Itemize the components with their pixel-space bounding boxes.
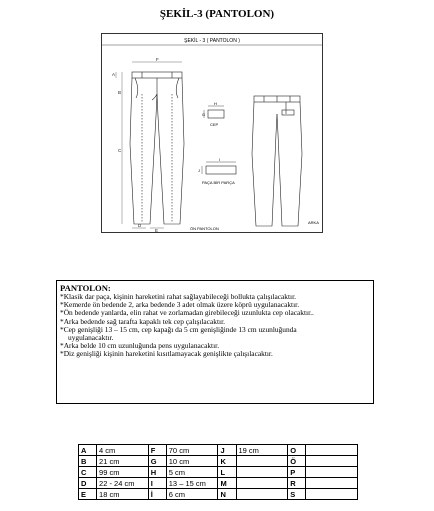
- label-a: A: [112, 72, 116, 77]
- table-cell: O: [288, 445, 306, 456]
- table-row: [79, 445, 358, 456]
- pocket-sketch: [204, 106, 224, 118]
- table-row: [79, 456, 358, 467]
- pocket-label: CEP: [210, 122, 219, 127]
- note-line: *Ön bedende yanlarda, elin rahat ve zorlamadan girebileceği uzunlukta cep olacaktır..: [60, 308, 314, 318]
- table-cell: 6 cm: [166, 489, 218, 500]
- label-c: C: [118, 148, 122, 153]
- table-cell: A: [79, 445, 97, 456]
- cuff-sketch: [202, 162, 236, 174]
- note-line: uygulanacaktır.: [68, 333, 114, 343]
- label-e: E: [155, 228, 159, 232]
- table-cell: K: [218, 456, 236, 467]
- measurement-table: [78, 444, 358, 500]
- table-cell: P: [288, 467, 306, 478]
- label-i: I: [219, 157, 221, 162]
- page-title: ŞEKİL-3 (PANTOLON): [159, 8, 275, 20]
- table-cell: 4 cm: [97, 445, 149, 456]
- note-line: *Diz genişliği kişinin hareketini kısıtlamayacak genişlikte çalışılacaktır.: [60, 349, 273, 359]
- note-line: *Kemerde ön bedende 2, arka bedende 3 adet olmak üzere köprü uygulanacaktır.: [60, 300, 300, 310]
- table-cell: S: [288, 489, 306, 500]
- note-line: *Arka bedende sağ tarafta kapaklı tek cep çalışılacaktır.: [60, 316, 225, 326]
- table-cell: F: [148, 445, 166, 456]
- table-cell: 22 - 24 cm: [97, 478, 149, 489]
- back-label: ARKA: [308, 220, 319, 225]
- table-row: [79, 489, 358, 500]
- table-cell: 13 – 15 cm: [166, 478, 218, 489]
- label-b: B: [118, 90, 122, 95]
- table-cell: G: [148, 456, 166, 467]
- table-row: [79, 478, 358, 489]
- table-cell: [306, 467, 358, 478]
- table-cell: M: [218, 478, 236, 489]
- label-d: D: [138, 223, 142, 228]
- table-cell: [236, 456, 288, 467]
- drawing-header: ŞEKİL - 3 ( PANTOLON ): [184, 38, 240, 44]
- table-cell: N: [218, 489, 236, 500]
- table-cell: L: [218, 467, 236, 478]
- table-cell: Ö: [288, 456, 306, 467]
- note-line: *Cep genişliği 13 – 15 cm, cep kapağı da 5 cm genişliğinde 13 cm uzunluğunda: [60, 324, 297, 334]
- table-cell: I: [148, 478, 166, 489]
- notes-heading: PANTOLON:: [60, 283, 111, 293]
- table-cell: [306, 445, 358, 456]
- cuff-label: PAÇA BİR PARÇA: [202, 180, 235, 185]
- table-cell: [306, 456, 358, 467]
- table-cell: H: [148, 467, 166, 478]
- back-trousers-sketch: [252, 96, 302, 226]
- table-cell: 10 cm: [166, 456, 218, 467]
- table-cell: J: [218, 445, 236, 456]
- table-cell: E: [79, 489, 97, 500]
- table-cell: [236, 478, 288, 489]
- technical-drawing: [101, 33, 323, 233]
- table-cell: 18 cm: [97, 489, 149, 500]
- table-cell: 70 cm: [166, 445, 218, 456]
- front-label: ÖN PANTOLON: [190, 226, 219, 231]
- table-cell: [306, 478, 358, 489]
- table-cell: [306, 489, 358, 500]
- table-row: [79, 467, 358, 478]
- label-g: G: [202, 112, 206, 117]
- label-h: H: [214, 101, 217, 106]
- label-j: J: [198, 168, 200, 173]
- table-cell: [236, 489, 288, 500]
- table-cell: 99 cm: [97, 467, 149, 478]
- table-cell: B: [79, 456, 97, 467]
- table-cell: 21 cm: [97, 456, 149, 467]
- table-cell: C: [79, 467, 97, 478]
- front-trousers-sketch: [130, 72, 184, 224]
- table-cell: D: [79, 478, 97, 489]
- table-cell: 5 cm: [166, 467, 218, 478]
- note-line: *Arka belde 10 cm uzunluğunda pens uygulanacaktır.: [60, 341, 220, 351]
- table-cell: [236, 467, 288, 478]
- table-cell: R: [288, 478, 306, 489]
- table-cell: İ: [148, 489, 166, 500]
- notes-box: [56, 280, 374, 404]
- table-cell: 19 cm: [236, 445, 288, 456]
- label-f: F: [156, 57, 159, 62]
- note-line: *Klasik dar paça, kişinin hareketini rahat sağlayabileceği bollukta çalışılacaktır.: [60, 292, 297, 301]
